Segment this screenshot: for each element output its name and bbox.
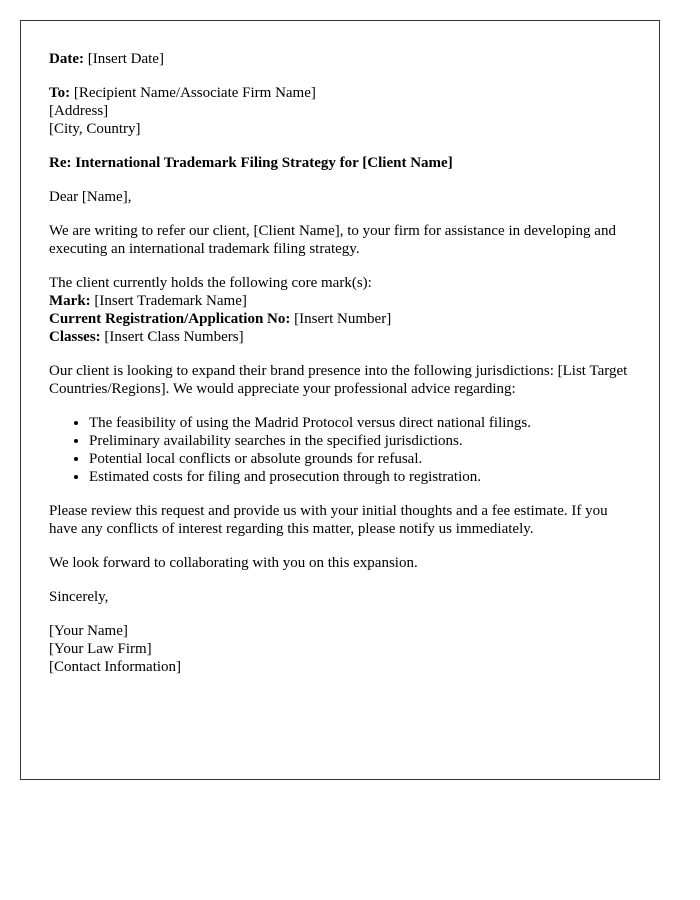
advice-list-item: • Preliminary availability searches in the specified jurisdictions. [89, 432, 631, 450]
signature-name: [Your Name] [49, 623, 128, 639]
signature-contact: [Contact Information] [49, 659, 182, 675]
recipient-city-country: [City, Country] [49, 121, 141, 137]
advice-list-item: • The feasibility of using the Madrid Protocol versus direct national filings. [89, 414, 631, 432]
date-label: Date: [49, 51, 84, 67]
mark-value: [Insert Trademark Name] [94, 293, 247, 309]
recipient-address: [Address] [49, 103, 109, 119]
recipient-line [49, 84, 631, 102]
mark-line [49, 292, 631, 310]
advice-list [49, 414, 631, 486]
date-value: [Insert Date] [87, 51, 164, 67]
registration-line [49, 310, 631, 328]
signature-firm: [Your Law Firm] [49, 641, 152, 657]
letter-page [20, 20, 660, 780]
date-line [49, 50, 631, 68]
marks-block [49, 274, 631, 346]
registration-value: [Insert Number] [294, 311, 392, 327]
classes-label: Classes: [49, 329, 101, 345]
recipient-name: [Recipient Name/Associate Firm Name] [73, 85, 316, 101]
marks-intro: The client currently holds the following core mark(s): [49, 275, 372, 291]
review-paragraph: Please review this request and provide us with your initial thoughts and a fee estimate. If you have any conflicts of interest regarding this matter, please notify us immediately. [49, 503, 608, 537]
salutation: Dear [Name], [49, 189, 132, 205]
recipient-block [49, 84, 631, 138]
signature-block [49, 622, 631, 676]
subject-text: Re: International Trademark Filing Strategy for [Client Name] [49, 155, 453, 171]
advice-list-item: • Potential local conflicts or absolute grounds for refusal. [89, 450, 631, 468]
closing-note: We look forward to collaborating with you on this expansion. [49, 555, 418, 571]
mark-label: Mark: [49, 293, 91, 309]
expansion-paragraph: Our client is looking to expand their brand presence into the following jurisdictions: [List Target Countries/Regions]. We would appreciate your professional advice regarding: [49, 363, 628, 397]
intro-paragraph: We are writing to refer our client, [Client Name], to your firm for assistance in developing and executing an international trademark filing strategy. [49, 223, 616, 257]
signoff: Sincerely, [49, 589, 109, 605]
classes-value: [Insert Class Numbers] [104, 329, 244, 345]
registration-label: Current Registration/Application No: [49, 311, 291, 327]
to-label: To: [49, 85, 71, 101]
subject-line [49, 154, 631, 172]
classes-line [49, 328, 631, 346]
advice-list-item: • Estimated costs for filing and prosecution through to registration. [89, 468, 631, 486]
